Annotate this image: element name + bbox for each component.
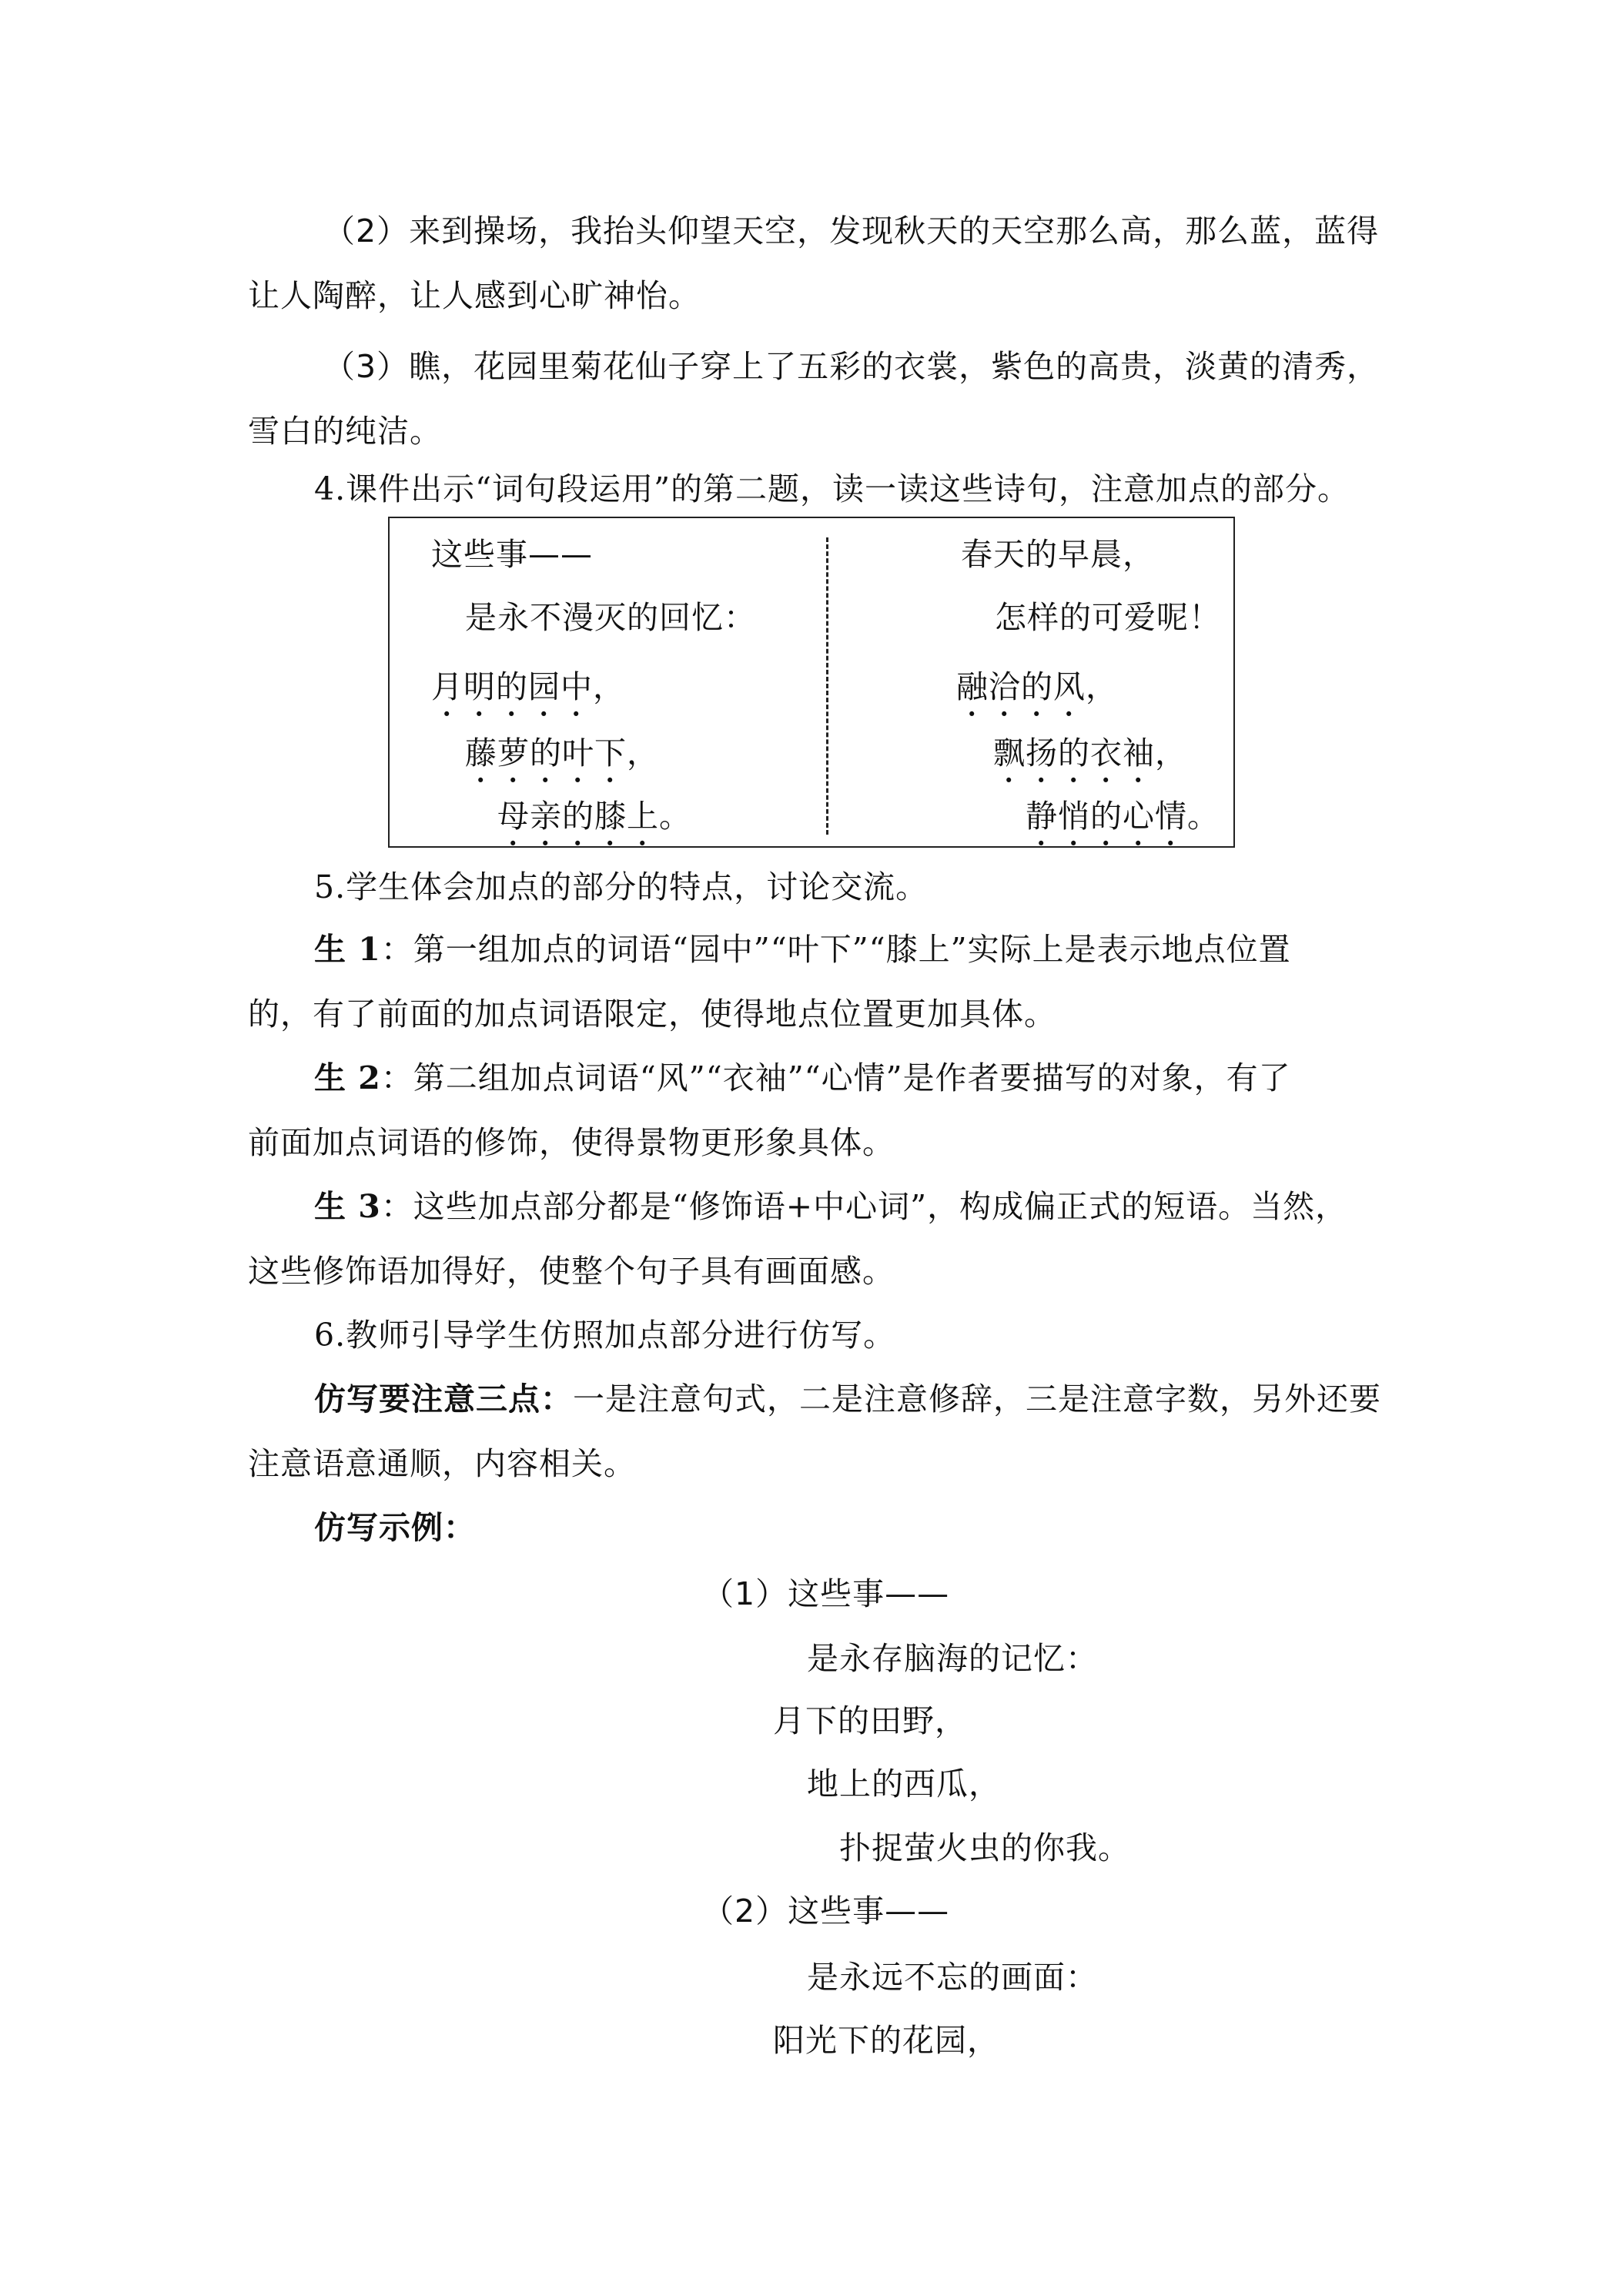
example-1-line-4: 地上的西瓜， [807,1766,1001,1802]
step-6-text: 6.教师引导学生仿照加点部分进行仿写。 [314,1317,896,1354]
poem-right-line-1: 春天的早晨， [961,536,1155,573]
student-2-text-1: ：第二组加点词语“风”“衣袖”“心情”是作者要描写的对象，有了 [380,1059,1291,1096]
student-1-line-1 [314,926,1291,972]
example-1-line-2: 是永存脑海的记忆： [807,1640,1098,1677]
poem-left-line-1: 这些事—— [431,536,593,573]
step-4-text: 4.课件出示“词句段运用”的第二题，读一读这些诗句，注意加点的部分。 [314,470,1350,507]
poem-right-line-4 [993,730,1187,790]
example-1-line-3: 月下的田野， [773,1702,967,1739]
poem-right-line-3-dotted: 融洽的风 [956,668,1086,705]
poem-right-line-5-tail: 。 [1187,798,1220,835]
step-5-text: 5.学生体会加点的部分的特点，讨论交流。 [314,869,929,905]
student-3-line-1 [314,1183,1347,1230]
paragraph-3-line-2: 雪白的纯洁。 [248,413,442,450]
student-2-line-2: 前面加点词语的修饰，使得景物更形象具体。 [248,1124,895,1161]
example-2-line-3: 阳光下的花园， [773,2022,999,2059]
student-3-text-1: ：这些加点部分都是“修饰语+中心词”，构成偏正式的短语。当然， [380,1188,1348,1225]
poem-left-line-2: 是永不漫灭的回忆： [465,599,756,636]
paragraph-3-line-1: （3）瞧，花园里菊花仙子穿上了五彩的衣裳，紫色的高贵，淡黄的清秀， [323,348,1380,385]
notice-line-1 [314,1376,1381,1422]
student-3-line-2: 这些修饰语加得好，使整个句子具有画面感。 [248,1253,895,1290]
example-1-line-1: （1）这些事—— [702,1575,950,1612]
poem-left-line-3 [431,664,625,724]
poem-right-line-5-dotted: 静悄的心情 [1026,798,1187,835]
paragraph-2-line-1: （2）来到操场，我抬头仰望天空，发现秋天的天空那么高，那么蓝，蓝得 [323,213,1380,249]
notice-text-1: 一是注意句式，二是注意修辞，三是注意字数，另外还要 [573,1381,1381,1417]
poem-divider [826,537,828,835]
poem-right-line-5 [1026,793,1220,853]
example-1-line-5: 扑捉萤火虫的你我。 [839,1829,1130,1866]
example-label: 仿写示例： [314,1509,476,1546]
poem-right-line-2: 怎样的可爱呢！ [995,599,1221,636]
poem-left-line-3-tail: ， [593,668,625,705]
student-1-text-1: ：第一组加点的词语“园中”“叶下”“膝上”实际上是表示地点位置 [380,931,1291,968]
student-3-label: 生 3 [314,1188,381,1225]
poem-right-line-3 [956,664,1118,724]
poem-right-line-3-tail: ， [1086,668,1118,705]
poem-left-line-4-dotted: 藤萝的叶下 [465,735,627,771]
poem-left-line-5-dotted: 母亲的膝上 [497,798,659,835]
student-2-label: 生 2 [314,1059,381,1096]
student-2-line-1 [314,1055,1291,1101]
notice-label: 仿写要注意三点： [314,1381,573,1417]
poem-left-line-4-tail: ， [627,735,659,771]
poem-left-line-3-dotted: 月明的园中 [431,668,593,705]
poem-right-line-4-tail: ， [1155,735,1187,771]
poem-right-line-4-dotted: 飘扬的衣袖 [993,735,1155,771]
example-2-line-2: 是永远不忘的画面： [807,1959,1098,1996]
paragraph-2-line-2: 让人陶醉，让人感到心旷神怡。 [248,277,701,314]
student-1-label: 生 1 [314,931,381,968]
student-1-line-2: 的，有了前面的加点词语限定，使得地点位置更加具体。 [248,996,1056,1033]
poem-left-line-4 [465,730,659,790]
poem-left-line-5-tail: 。 [659,798,691,835]
notice-line-2: 注意语意通顺，内容相关。 [248,1445,636,1482]
poem-left-line-5 [497,793,691,853]
example-2-line-1: （2）这些事—— [702,1893,950,1930]
